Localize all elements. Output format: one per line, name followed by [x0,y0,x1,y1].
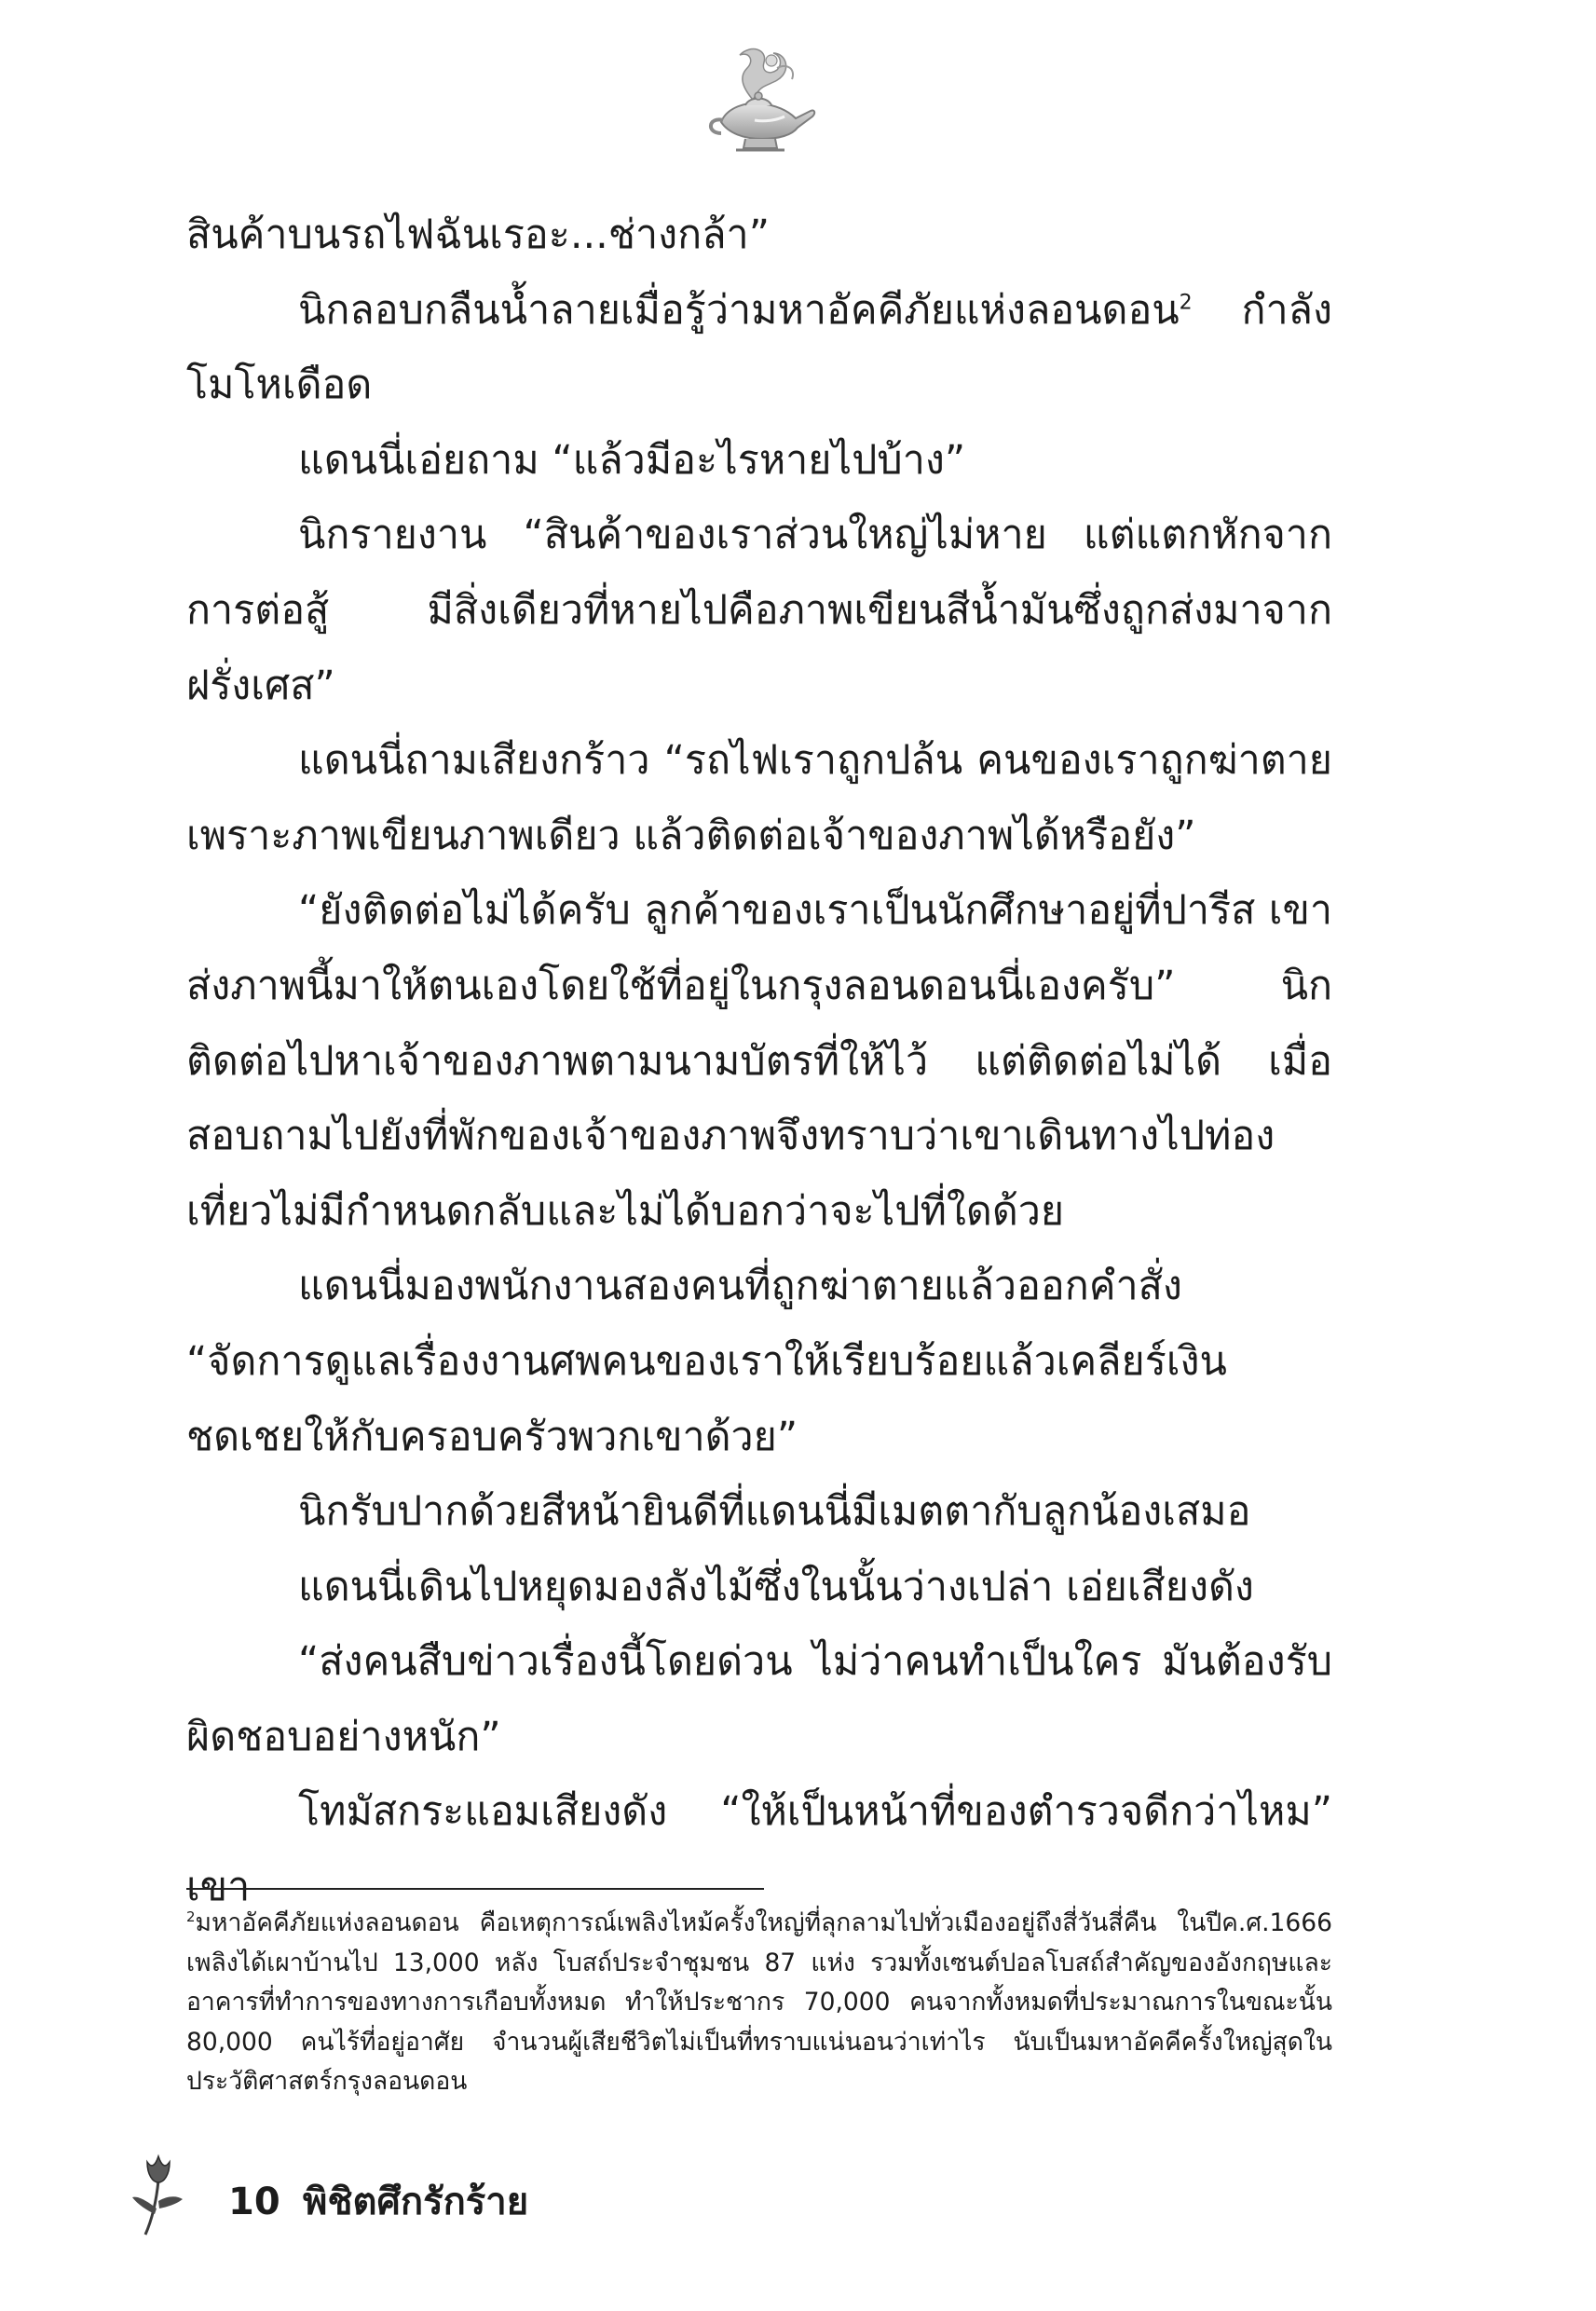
paragraph-text: แดนนี่มองพนักงานสองคนที่ถูกฆ่าตายแล้วออกคำสั่ง “จัดการดูแลเรื่องงานศพคนของเราให้เรียบร้อยแล้วเคลียร์เงินชดเชยให้กับครอบครัวพวกเขาด้วย” [186,1263,1227,1460]
paragraph-text: แดนนี่เอ่ยถาม “แล้วมีอะไรหายไปบ้าง” [298,436,966,484]
paragraph-text: แดนนี่เดินไปหยุดมองลังไม้ซึ่งในนั้นว่างเปล่า เอ่ยเสียงดัง [298,1563,1254,1610]
footnote-reference[interactable]: 2 [1179,291,1193,315]
paragraph-text: นิกรายงาน “สินค้าของเราส่วนใหญ่ไม่หาย แต่แตกหักจากการต่อสู้ มีสิ่งเดียวที่หายไปคือภาพเขียนสีน้ำมันซึ่งถูกส่งมาจากฝรั่งเศส” [186,512,1332,709]
paragraph [186,1474,1332,1550]
paragraph-text: โทมัสกระแอมเสียงดัง “ให้เป็นหน้าที่ของตำรวจดีกว่าไหม” เขา [186,1788,1332,1911]
paragraph [186,1624,1332,1774]
paragraph [186,723,1332,873]
paragraph [186,498,1332,723]
paragraph-text: นิกลอบกลืนน้ำลายเมื่อรู้ว่ามหาอัคคีภัยแห่งลอนดอน [298,286,1180,334]
paragraph-text: กำลังโมโหเดือด [186,286,1332,409]
paragraph [186,273,1332,423]
paragraph [186,1249,1332,1474]
footnote [186,1904,1332,2102]
book-title: พิชิตศึกรักร้าย [303,2181,529,2223]
paragraph-text: “ยังติดต่อไม่ได้ครับ ลูกค้าของเราเป็นนักศึกษาอยู่ที่ปารีส เขาส่งภาพนี้มาให้ตนเองโดยใช้ที่อยู่ในกรุงลอนดอนนี่เองครับ” นิกติดต่อไปหาเจ้าของภาพตามนามบัตรที่ให้ไว้ แต่ติดต่อไม่ได้ เมื่อสอบถามไปยังที่พักของเจ้าของภาพจึงทราบว่าเขาเดินทางไปท่องเที่ยวไม่มีกำหนดกลับและไม่ได้บอกว่าจะไปที่ใดด้วย [186,887,1332,1235]
tulip-flower-icon [130,2143,186,2236]
footnote-number: 2 [186,1908,196,1926]
story-text [186,198,1332,1925]
paragraph [186,198,1332,273]
paragraph [186,873,1332,1249]
genie-lamp-ornament-icon [699,42,820,163]
paragraph-text: แดนนี่ถามเสียงกร้าว “รถไฟเราถูกปล้น คนของเราถูกฆ่าตายเพราะภาพเขียนภาพเดียว แล้วติดต่อเจ้าของภาพได้หรือยัง” [186,737,1332,859]
page-number: 10 [228,2181,280,2223]
paragraph [186,1774,1332,1924]
footnote-divider [186,1888,764,1890]
paragraph [186,1550,1332,1625]
paragraph-text: “ส่งคนสืบข่าวเรื่องนี้โดยด่วน ไม่ว่าคนทำเป็นใคร มันต้องรับผิดชอบอย่างหนัก” [186,1638,1332,1760]
paragraph-text: สินค้าบนรถไฟฉันเรอะ...ช่างกล้า” [186,212,770,258]
footnote-text: มหาอัคคีภัยแห่งลอนดอน คือเหตุการณ์เพลิงไหม้ครั้งใหญ่ที่ลุกลามไปทั่วเมืองอยู่ถึงสี่วันสี่คืน ในปีค.ศ.1666 เพลิงได้เผาบ้านไป 13,000 หลัง โบสถ์ประจำชุมชน 87 แห่ง รวมทั้งเซนต์ปอลโบสถ์สำคัญของอังกฤษและอาคารที่ทำการของทางการเกือบทั้งหมด ทำให้ประชากร 70,000 คนจากทั้งหมดที่ประมาณการในขณะนั้น 80,000 คนไร้ที่อยู่อาศัย จำนวนผู้เสียชีวิตไม่เป็นที่ทราบแน่นอนว่าเท่าไร นับเป็นมหาอัคคีครั้งใหญ่สุดในประวัติศาสตร์กรุงลอนดอน [186,1908,1332,2096]
paragraph-text: นิกรับปากด้วยสีหน้ายินดีที่แดนนี่มีเมตตากับลูกน้องเสมอ [298,1488,1251,1536]
paragraph [186,423,1332,499]
